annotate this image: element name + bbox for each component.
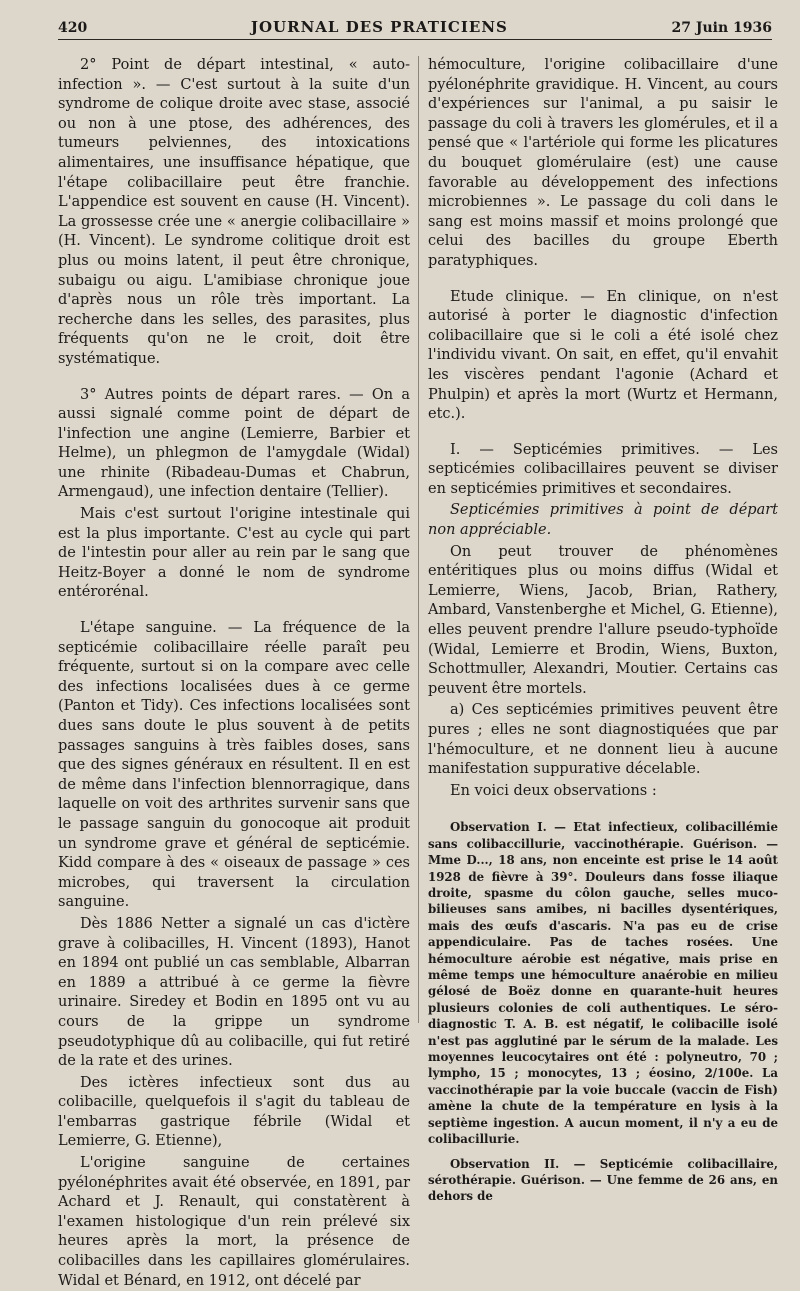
observation-1: Observation I. — Etat infectieux, colibacillémie sans colibaccillurie, vaccinothérapie. Guérison. — Mme D..., 18 ans, non enceinte est prise le 14 août 1928 de fièvre à 39°. Douleurs dans fosse iliaque droite, spasme du côlon gauche, selles muco-bilieuses sans amibes, ni bacilles dysentériques, mais des œufs d'ascaris. N'a pas eu de crise appendiculaire. Pas de taches rosées. Une hémoculture aérobie est négative, mais prise en même temps une hémoculture anaérobie en milieu gélosé de Boëz donne en quarante-huit heures plusieurs colonies de coli authentiques. Le séro-diagnostic T. A. B. est négatif, le colibacille isolé n'est pas agglutiné par le sérum de la malade. Les moyennes leucocytaires ont été : polyneutro, 70 ; lympho, 15 ; monocytes, 13 ; éosino, 2/100e. La vaccinothérapie par la voie buccale (vaccin de Fish) amène la chute de la température en lysis à la septième ingestion. A aucun moment, il n'y a eu de colibacillurie. [428, 820, 778, 1147]
paragraph-clinical-study: Etude clinique. — En clinique, on n'est autorisé à porter le diagnostic d'infection colibacillaire que si le coli a été isolé chez l'individu vivant. On sait, en effet, qu'il envahit les viscères pendant l'agonie (Achard et Phulpin) et après la mort (Wurtz et Hermann, etc.). [428, 288, 778, 423]
paragraph-history: Dès 1886 Netter a signalé un cas d'ictère grave à colibacilles, H. Vincent (1893), Hanot en 1894 ont publié un cas semblable, Albarran en 1889 a attribué à ce germe la fièvre urinaire. Siredey et Bodin en 1895 ont vu au cours de la grippe un syndrome pseudotyphique dû au colibacille, qui fut retiré de la rate et des urines. [58, 915, 410, 1070]
paragraph-pyelonephritis: L'origine sanguine de certaines pyélonéphrites avait été observée, en 1891, par Achard et J. Renault, qui constatèrent à l'examen histologique d'un rein prélevé six heures après la mort, la présence de colibacilles dans les capillaires glomérulaires. Widal et Bénard, en 1912, ont décelé par [58, 1155, 410, 1289]
column-divider [418, 56, 419, 1023]
observations [428, 819, 778, 1204]
paragraph-rare-origins: 3° Autres points de départ rares. — On a aussi signalé comme point de départ de l'infection une angine (Lemierre, Barbier et Helme), un phlegmon de l'amygdale (Widal) une rhinite (Ribadeau-Dumas et Chabrun, Armengaud), une infection dentaire (Tellier). [58, 386, 410, 501]
paragraph-intestinal-origin: 2° Point de départ intestinal, « auto-infection ». — C'est surtout à la suite d'un syndrome de colique droite avec stase, associé ou non à une ptose, des adhérences, des tumeurs pelviennes, des intoxications alimentaires, une insuffisance hépatique, que l'étape colibacillaire peut être franchie. L'appendice est souvent en cause (H. Vincent). La grossesse crée une « anergie colibacillaire » (H. Vincent). Le syndrome colitique droit est plus ou moins latent, il peut être chronique, subaigu ou aigu. L'amibiase chronique joue d'après nous un rôle très important. La recherche dans les selles, des parasites, plus fréquents qu'on ne le croit, doit être systématique. [58, 57, 410, 367]
page-header [58, 14, 772, 40]
paragraph-pure-septicemia: a) Ces septicémies primitives peuvent être pures ; elles ne sont diagnostiquées que par l'hémoculture, et ne donnent lieu à aucune manifestation suppurative décelable. [428, 702, 778, 778]
paragraph-continuation: hémoculture, l'origine colibacillaire d'une pyélonéphrite gravidique. H. Vincent, au cours d'expériences sur l'animal, a pu saisir le passage du coli à travers les glomérules, et il a pensé que « l'artériole qui forme les plicatures du bouquet glomérulaire (est) une cause favorable au développement des infections microbiennes ». Le passage du coli dans le sang est moins massif et moins prolongé que celui des bacilles du groupe Eberth paratyphiques. [428, 57, 778, 269]
observation-2: Observation II. — Septicémie colibacillaire, sérothérapie. Guérison. — Une femme de 26 ans, en dehors de [428, 1156, 778, 1204]
paragraph-observations-intro: En voici deux observations : [450, 782, 657, 799]
page-number: 420 [58, 20, 88, 36]
paragraph-blood-stage: L'étape sanguine. — La fréquence de la septicémie colibacillaire réelle paraît peu fréquente, surtout si on la compare avec celle des infections localisées dues à ce germe (Panton et Tidy). Ces infections localisées sont dues sans doute le plus souvent à de petits passages sanguins à très faibles doses, sans que des signes généraux en résultent. Il en est de même dans l'infection blennorragique, dans laquelle on voit des arthrites survenir sans que le passage sanguin du gonocoque ait produit un syndrome grave et général de septicémie. Kidd compare à des « oiseaux de passage » ces microbes, qui traversent la circulation sanguine. [58, 620, 410, 911]
paragraph-primary-septicemia: I. — Septicémies primitives. — Les septicémies colibacillaires peuvent se diviser en septicémies primitives et secondaires. [428, 441, 778, 497]
subheading-unapparent-origin: Septicémies primitives à point de départ non appréciable. [428, 502, 778, 539]
issue-date: 27 Juin 1936 [671, 20, 772, 36]
right-column [428, 56, 778, 1204]
paragraph-icterus: Des ictères infectieux sont dus au colibacille, quelquefois il s'agit du tableau de l'embarras gastrique fébrile (Widal et Lemierre, G. Etienne), [58, 1074, 410, 1150]
left-column [58, 56, 410, 1289]
paragraph-enteritic: On peut trouver de phénomènes entéritiques plus ou moins diffus (Widal et Lemierre, Wiens, Jacob, Brian, Rathery, Ambard, Vanstenberghe et Michel, G. Etienne), elles peuvent prendre l'allure pseudo-typhoïde (Widal, Lemierre et Brodin, Wiens, Buxton, Schottmuller, Alexandri, Moutier. Certains cas peuvent être mortels. [428, 543, 778, 697]
paragraph-intestinal-importance: Mais c'est surtout l'origine intestinale qui est la plus importante. C'est au cycle qui part de l'intestin pour aller au rein par le sang que Heitz-Boyer a donné le nom de syndrome entérorénal. [58, 506, 410, 601]
journal-title: JOURNAL DES PRATICIENS [250, 18, 508, 36]
